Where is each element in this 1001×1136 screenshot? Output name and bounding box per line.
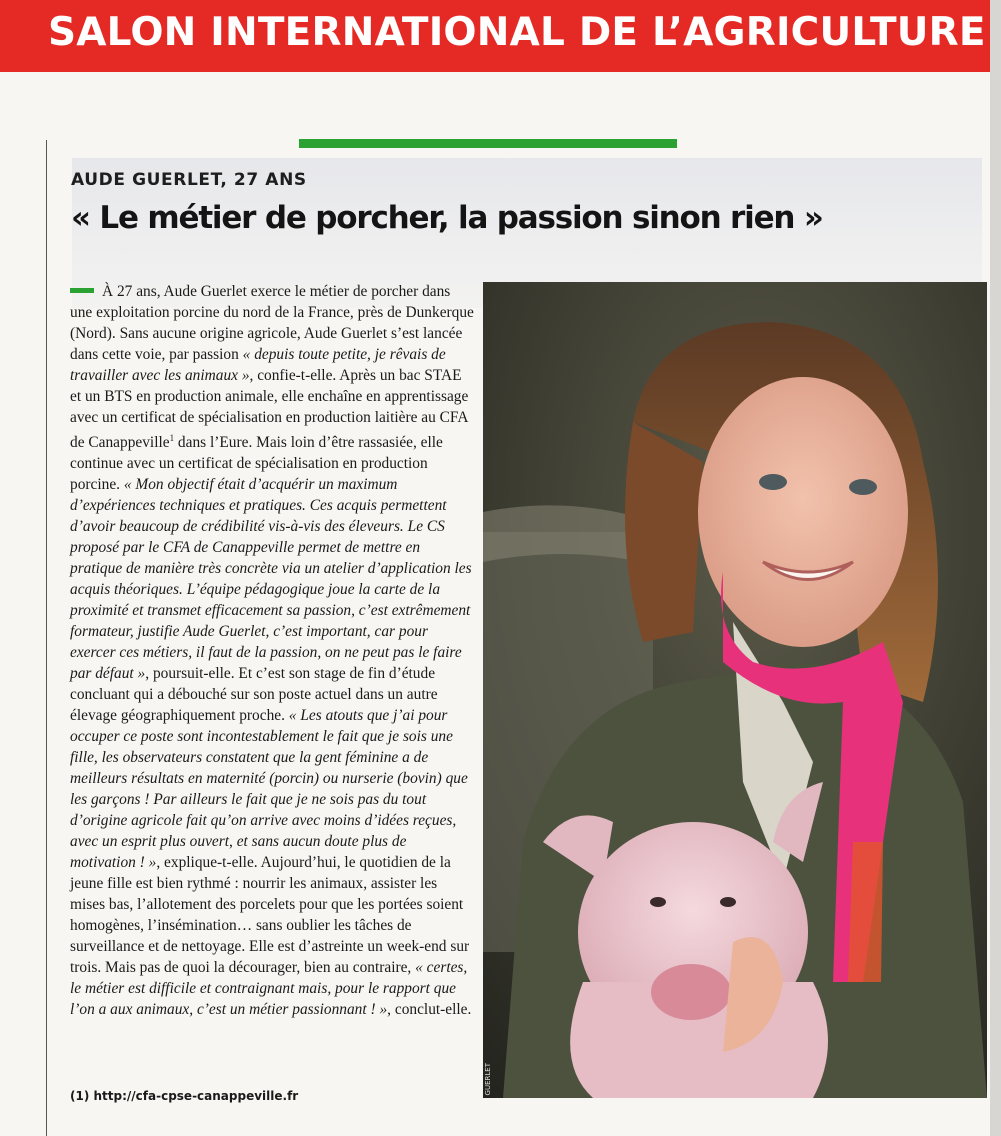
scarf-tassel: [848, 842, 883, 982]
article-headline: « Le métier de porcher, la passion sinon rien »: [71, 200, 823, 236]
body-text-run: À 27 ans, Aude Guerlet exerce le métier de porcher dans une exploitation porcine du nord de la France, près de Dunkerque (Nord). Sans aucune origine agricole, Aude Guerlet s’est lancée dans cette voie, par passion: [70, 283, 474, 363]
column-rule: [46, 140, 47, 1136]
section-banner: [0, 0, 990, 72]
quote-text: « depuis toute petite, je rêvais de travailler avec les animaux »: [70, 346, 446, 384]
right-eye: [849, 479, 877, 495]
photo-credit: GUERLET: [484, 1063, 492, 1096]
body-text-run: , explique-t-elle. Aujourd’hui, le quotidien de la jeune fille est bien rythmé : nourrir les animaux, assister les mises bas, l’allotement des porcelets pour que les portées soient homogènes, l’insémination… sans oublier les tâches de surveillance et de nettoyage. Elle est d’astreinte un week-end sur trois. Mais pas de quoi la décourager, bien au contraire,: [70, 854, 470, 977]
page-edge: [990, 0, 1001, 1136]
accent-bar: [299, 139, 677, 148]
piglet-eye-right: [720, 897, 736, 907]
article-kicker: AUDE GUERLET, 27 ANS: [71, 170, 307, 190]
portrait-photo: [483, 282, 987, 1098]
piglet-eye-left: [650, 897, 666, 907]
article-paragraph: [70, 281, 474, 1020]
section-title: SALON INTERNATIONAL DE L’AGRICULTURE: [48, 10, 986, 55]
footnote-ref: 1: [169, 433, 175, 443]
body-text-run: dans l’Eure. Mais loin d’être rassasiée, elle continue avec un certificat de spécialisation en production porcine.: [70, 434, 443, 494]
photo-illustration: [483, 282, 987, 1098]
footnote-link[interactable]: (1) http://cfa-cpse-canappeville.fr: [70, 1089, 299, 1103]
body-text-run: , poursuit-elle. Et c’est son stage de fin d’étude concluant qui a débouché sur son poste actuel dans un autre élevage géographiquement proche.: [70, 665, 438, 725]
quote-text: « certes, le métier est difficile et contraignant mais, pour le rapport que l’on a aux animaux, c’est un métier passionnant ! »: [70, 959, 468, 1019]
body-text-run: , conclut-elle.: [387, 1001, 472, 1019]
face: [698, 377, 908, 647]
body-text-run: , confie-t-elle. Après un bac STAE et un BTS en production animale, elle enchaîne en apprentissage avec un certificat de spécialisation en production laitière au CFA de Canappeville: [70, 367, 469, 452]
quote-text: « Les atouts que j’ai pour occuper ce poste sont incontestablement le fait que je sois une fille, les observateurs constatent que la gent féminine a de meilleurs résultats en maternité (porcin) ou nurserie (bovin) que les garçons ! Par ailleurs le fait que je ne sois pas du tout d’origine agricole fait qu’on arrive avec moins d’idées reçues, avec un esprit plus ouvert, et sans aucun doute plus de motivation ! »: [70, 707, 468, 872]
left-eye: [759, 474, 787, 490]
piglet-snout: [651, 964, 731, 1020]
quote-text: « Mon objectif était d’acquérir un maximum d’expériences techniques et pratiques. Ces acquis permettent d’avoir beaucoup de crédibilité vis-à-vis des éleveurs. Le CS proposé par le CFA de Canappeville permet de mettre en pratique de manière très concrète via un atelier d’application les acquis théoriques. L’équipe pédagogique joue la carte de la proximité et transmet efficacement sa passion, c’est extrêmement formateur, justifie Aude Guerlet, c’est important, car pour exercer ces métiers, il faut de la passion, on ne peut pas le faire par défaut »: [70, 476, 472, 683]
article-body: [70, 281, 474, 1020]
paragraph-marker: [70, 288, 94, 293]
